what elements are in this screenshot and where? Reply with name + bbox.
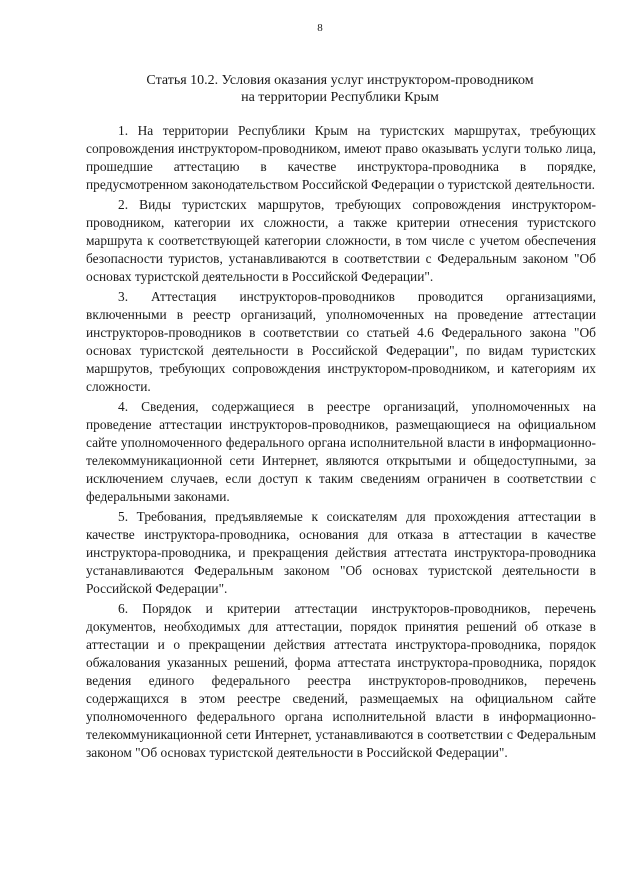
- article-title-line-2: на территории Республики Крым: [241, 90, 439, 105]
- article-title-line-1: Статья 10.2. Условия оказания услуг инструктором-проводником: [146, 73, 534, 88]
- article-title: [60, 72, 620, 106]
- paragraph-3: 3. Аттестация инструкторов-проводников проводится организациями, включенными в реестр организаций, уполномоченных на проведение аттестации инструкторов-проводников в соответствии со статьей 4.6 Федерального закона "Об основах туристской деятельности в Российской Федерации", по видам туристских маршрутов, требующих сопровождения инструктором-проводником, и категориям их сложности.: [86, 289, 596, 394]
- paragraph-2: 2. Виды туристских маршрутов, требующих сопровождения инструктором-проводником, категории их сложности, а также критерии отнесения туристского маршрута к соответствующей категории сложности, в том числе с учетом обеспечения безопасности туристов, устанавливаются в соответствии с Федеральным законом "Об основах туристской деятельности в Российской Федерации".: [86, 197, 596, 284]
- paragraph-5: 5. Требования, предъявляемые к соискателям для прохождения аттестации в качестве инструктора-проводника, основания для отказа в аттестации в качестве инструктора-проводника, и прекращения действия аттестата инструктора-проводника устанавливаются Федеральным законом "Об основах туристской деятельности в Российской Федерации".: [86, 509, 596, 596]
- paragraph-4: 4. Сведения, содержащиеся в реестре организаций, уполномоченных на проведение аттестации инструкторов-проводников, размещающиеся на официальном сайте уполномоченного федерального органа исполнительной власти в информационно-телекоммуникационной сети Интернет, являются открытыми и общедоступными, за исключением случаев, если доступ к таким сведениям ограничен в соответствии с федеральными законами.: [86, 399, 596, 504]
- paragraph-1: 1. На территории Республики Крым на туристских маршрутах, требующих сопровождения инструктором-проводником, имеют право оказывать услуги только лица, прошедшие аттестацию в качестве инструктора-проводника в порядке, предусмотренном законодательством Российской Федерации о туристской деятельности.: [86, 123, 596, 192]
- paragraph-6: 6. Порядок и критерии аттестации инструкторов-проводников, перечень документов, необходимых для аттестации, порядок принятия решений об отказе в аттестации и о прекращении действия аттестата инструктора-проводника, порядок обжалования указанных решений, форма аттестата инструктора-проводника, порядок ведения единого федерального реестра инструкторов-проводников, перечень содержащихся в этом реестре сведений, размещаемых на официальном сайте уполномоченного федерального органа исполнительной власти в информационно-телекоммуникационной сети Интернет, устанавливаются в соответствии с Федеральным законом "Об основах туристской деятельности в Российской Федерации".: [86, 601, 596, 760]
- page-number: 8: [317, 22, 323, 34]
- article-body: [86, 122, 596, 764]
